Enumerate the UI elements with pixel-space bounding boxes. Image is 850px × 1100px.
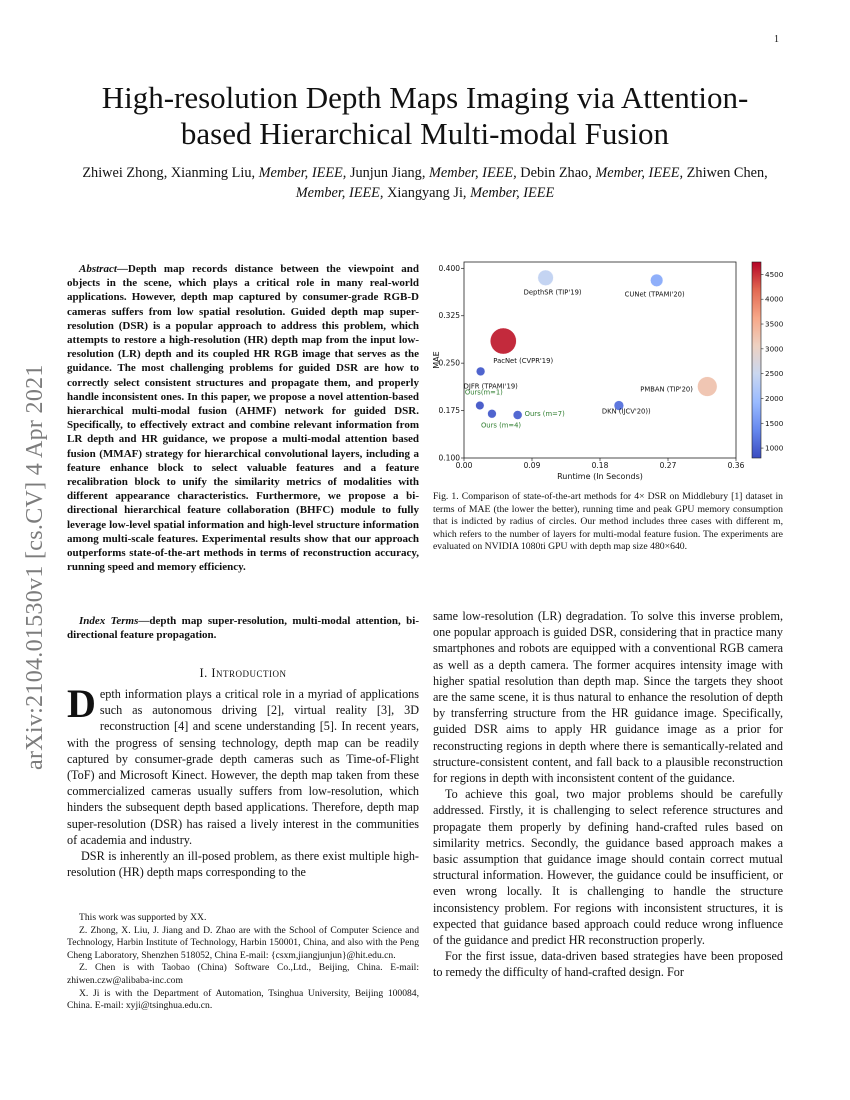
abstract-label: Abstract — [79, 263, 117, 275]
abstract-text: —Depth map records distance between the viewpoint and objects in the scene, which plays a critical role in many real-world applications. However, depth map captured by consumer-grade RGB-D cameras suffers from low spatial resolution. Guided depth map super-resolution (DSR) is a popular approach to address this problem, which attempts to restore a high-resolution (HR) depth map from the input low-resolution (LR) depth and its coupled HR RGB image that serves as the guidance. The most challenging problems for guided DSR are how to correctly select consistent structures and propagate them, and properly handle inconsistent ones. In this paper, we propose a novel attention-based hierarchical multi-modal fusion (AHMF) network for guided DSR. Specifically, to effectively extract and combine relevant information from LR depth and HR guidance, we propose a multi-modal attention based fusion (MMAF) strategy for hierarchical convolutional layers, including a feature enhance block to select valuable features and a feature recalibration block to unify the similarity metrics of modalities with different appearance characteristics. Furthermore, we propose a bi-directional hierarchical feature collaboration (BHFC) module to fully leverage low-level spatial information and high-level structure information among multi-scale features. Experimental results show that our approach outperforms state-of-the-art methods in terms of reconstruction accuracy, running speed and memory efficiency. — [67, 263, 419, 574]
intro-paragraph-1: epth information plays a critical role in a myriad of applications such as autonomous driving [2], virtual reality [3], 3D reconstruction [4] and scene understanding [5]. In recent years, with the progress of sensing technology, depth map can be readily captured by consumer-grade depth cameras such as Time-of-Flight (ToF) and Microsoft Kinect. However, the depth map taken from these commercialized cameras usually suffers from low-resolution, which hinders the subsequent depth based applications. Therefore, depth map super-resolution (DSR) has raised a lively interest in the communities of academia and industry. — [67, 687, 419, 847]
index-terms — [67, 614, 419, 642]
x-tick-label: 0.36 — [727, 461, 745, 470]
footnote: Z. Zhong, X. Liu, J. Jiang and D. Zhao are with the School of Computer Science and Technology, Harbin Institute of Technology, Harbin 150001, China, and also with the Peng Cheng Laboratory, Shenzhen 518052, China E-mail: {csxm,jiangjunjun}@hit.edu.cn. — [67, 924, 419, 961]
footnote: X. Ji is with the Department of Automation, Tsinghua University, Beijing 100084, China. E-mail: xyji@tsinghua.edu.cn. — [67, 987, 419, 1012]
colorbar-tick-label: 3000 — [765, 344, 784, 354]
scatter-point — [476, 401, 484, 409]
author-membership: Member, IEEE, — [428, 165, 517, 181]
colorbar-tick-label: 1000 — [765, 443, 784, 453]
figure-1-chart — [430, 258, 790, 488]
right-paragraph-1: same low-resolution (LR) degradation. To solve this inverse problem, one popular approach is guided DSR, considering that in practice many smartphones and robots are equipped with a conventional RGB camera as well as a depth camera. The former acquires intensity image with higher spatial resolution than depth map. Since the targets they shoot are the same scene, it is thus natural to enhance the resolution of depth by transferring structure from the HR guidance image. Specifically, guided DSR aims to apply HR guidance image as a prior for reconstructing regions in depth where there is semantically-related and structure-consistent content, and fall back to a plausible reconstruction for regions in depth with inconsistent content of the guidance. — [433, 609, 783, 786]
y-tick-label: 0.325 — [438, 311, 460, 321]
x-axis-label: Runtime (In Seconds) — [557, 472, 643, 481]
index-terms-label: Index Terms — [79, 615, 139, 627]
drop-cap: D — [67, 681, 96, 726]
point-label: PacNet (CVPR'19) — [493, 357, 554, 366]
scatter-point — [697, 377, 717, 397]
colorbar-tick-label: 2000 — [765, 393, 784, 403]
footnote: This work was supported by XX. — [79, 912, 207, 923]
point-label: DepthSR (TIP'19) — [523, 288, 582, 297]
point-label: DKN (IJCV'20)) — [601, 407, 651, 416]
colorbar-tick-label: 3500 — [765, 319, 784, 329]
author-name: Debin Zhao, — [516, 165, 596, 181]
x-tick-label: 0.09 — [523, 461, 541, 470]
author-name: Zhiwen Chen, — [683, 165, 768, 181]
y-tick-label: 0.250 — [438, 358, 460, 368]
y-tick-label: 0.400 — [438, 263, 460, 273]
colorbar-tick-label: 4000 — [765, 294, 784, 304]
author-name: Junjun Jiang, — [346, 165, 429, 181]
point-label: CUNet (TPAMI'20) — [624, 290, 685, 299]
x-tick-label: 0.18 — [591, 461, 609, 470]
x-tick-label: 0.27 — [659, 461, 677, 470]
y-tick-label: 0.175 — [438, 406, 460, 416]
paper-title: High-resolution Depth Maps Imaging via Attention-based Hierarchical Multi-modal Fusion — [101, 80, 749, 151]
index-terms-text: —depth map super-resolution, multi-modal attention, bi-directional feature propagation. — [67, 615, 419, 642]
point-label: DJFR (TPAMI'19) — [463, 382, 518, 391]
figure-caption: Fig. 1. Comparison of state-of-the-art methods for 4× DSR on Middlebury [1] dataset in terms of MAE (the lower the better), running time and peak GPU memory consumption that is indicted by radius of circles. Our method includes three cases with different m, which refers to the number of layers for multi-modal feature fusion. The experiments are evaluated on NVIDIA 1080ti GPU with depth map size 480×640. — [433, 491, 783, 553]
point-label: Ours (m=7) — [524, 410, 565, 419]
section-heading: I. Introduction — [199, 666, 287, 680]
scatter-point — [490, 328, 516, 354]
scatter-chart-svg — [430, 258, 790, 488]
point-label: Ours(m=1) — [464, 388, 503, 397]
author-membership: Member, IEEE, — [295, 185, 384, 201]
point-label: Ours (m=4) — [480, 421, 522, 430]
arxiv-stamp-text: arXiv:2104.01530v1 [cs.CV] 4 Apr 2021 — [22, 364, 48, 770]
colorbar-tick-label: 2500 — [765, 369, 784, 379]
right-paragraph-2: To achieve this goal, two major problems should be carefully addressed. Firstly, it is challenging to select reference structures and propagate them properly by defining hand-crafted rules based on similarity metrics. Secondly, the guidance based approach makes a basic assumption that guidance image should contain correct mutual structural information. However, the guidance could be insufficient, or even wrong locally. It is challenging to handle the structure inconsistency problem. For regions with inconsistent structures, it is expected that guidance based approach could reduce wrong influence of the guidance and predict HR reconstruction properly. — [433, 787, 783, 948]
footnote: Z. Chen is with Taobao (China) Software Co.,Ltd., Beijing, China. E-mail: zhiwen.czw@alibaba-inc.com — [67, 962, 419, 986]
colorbar-tick-label: 1500 — [765, 418, 784, 428]
author-membership: Member, IEEE, — [595, 165, 684, 181]
colorbar-tick-label: 4500 — [765, 269, 784, 279]
author-membership: Member, IEEE — [470, 185, 555, 201]
colorbar — [752, 262, 761, 458]
author-name: Zhiwei Zhong, Xianming Liu, — [82, 165, 259, 181]
y-tick-label: 0.100 — [438, 453, 460, 463]
x-tick-label: 0.00 — [455, 461, 473, 470]
scatter-point — [513, 411, 522, 420]
scatter-point — [488, 409, 497, 418]
right-paragraph-3: For the first issue, data-driven based strategies have been proposed to remedy the difficulty of hand-crafted design. For — [433, 949, 783, 980]
author-name: Xiangyang Ji, — [383, 185, 471, 201]
intro-paragraph-2: DSR is inherently an ill-posed problem, as there exist multiple high-resolution (HR) depth maps corresponding to the — [67, 849, 419, 880]
point-label: PMBAN (TIP'20) — [640, 385, 693, 394]
author-list — [70, 163, 780, 203]
author-membership: Member, IEEE, — [258, 165, 347, 181]
right-column-text — [433, 608, 783, 981]
y-axis-label: MAE — [432, 351, 441, 369]
scatter-point — [538, 270, 554, 286]
footnotes — [67, 912, 419, 1013]
abstract — [67, 262, 419, 574]
scatter-point — [476, 367, 485, 376]
scatter-point — [650, 274, 663, 287]
page-number: 1 — [774, 34, 779, 45]
introduction-text — [67, 681, 419, 880]
